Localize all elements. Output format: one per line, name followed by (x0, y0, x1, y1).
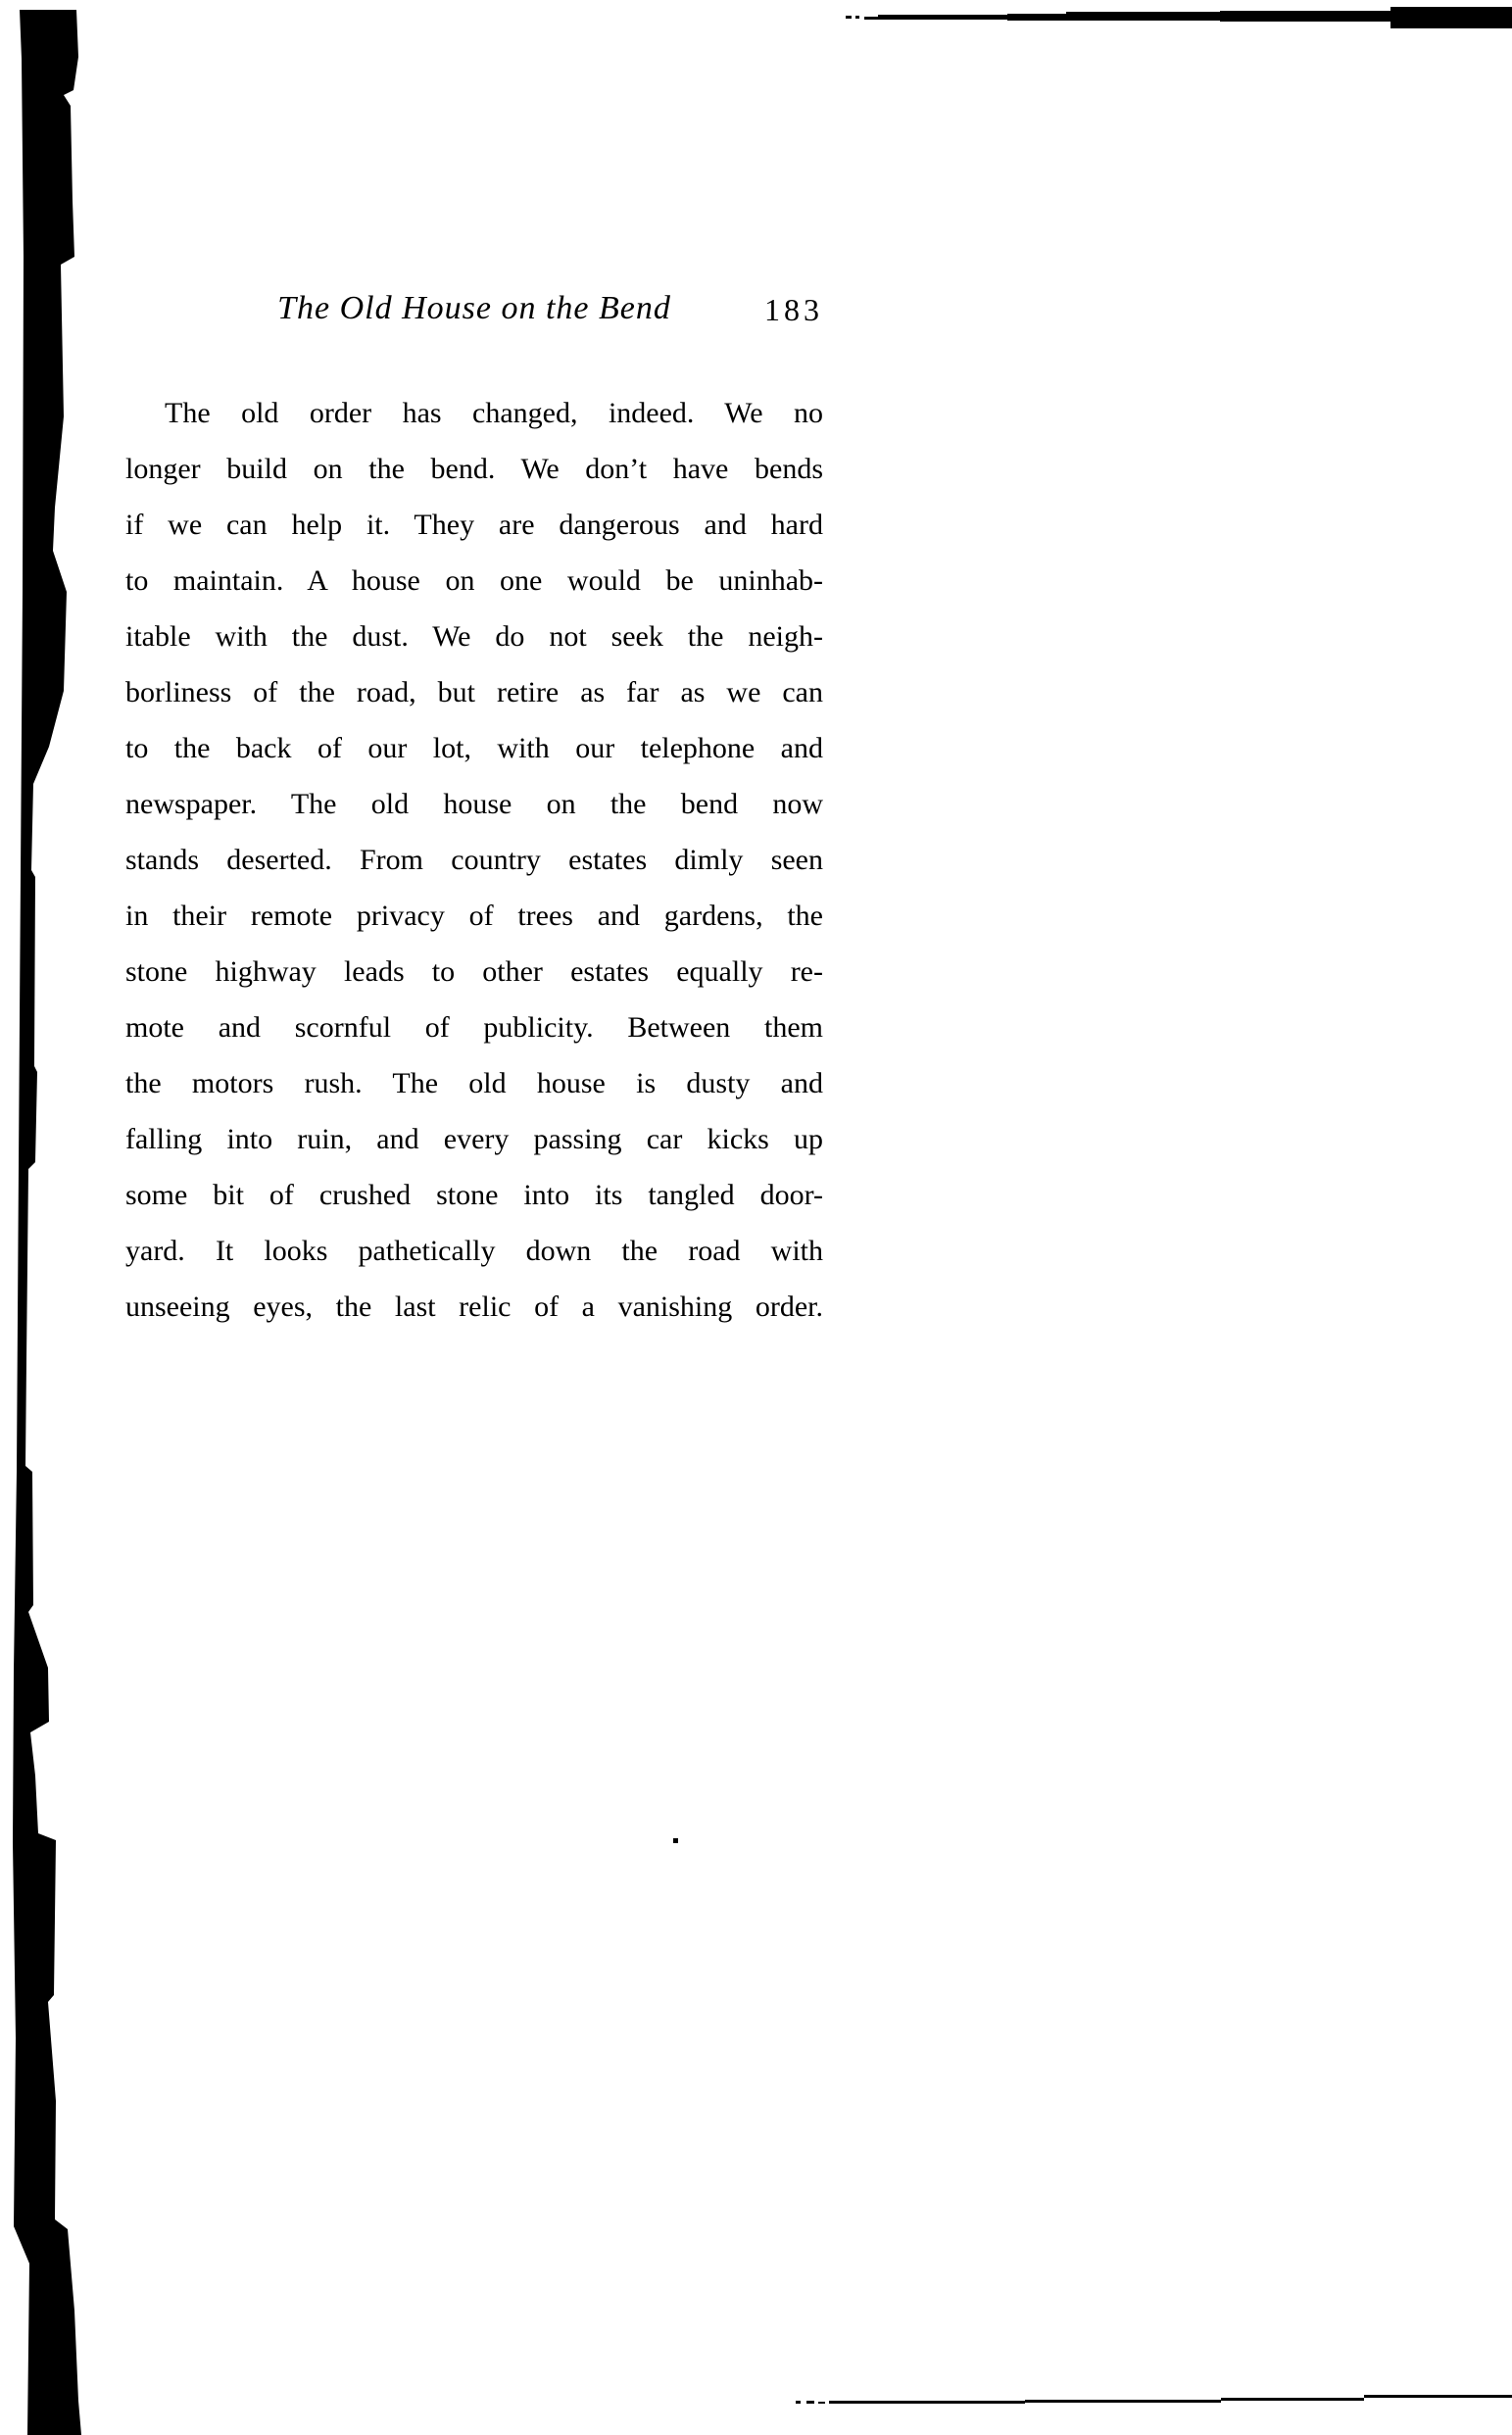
chapter-title: The Old House on the Bend (277, 290, 671, 326)
text-line: borliness of the road, but retire as far as we can (125, 676, 823, 708)
left-gutter-shadow-artifact (13, 10, 81, 2435)
bottom-rule-artifact (796, 2395, 1512, 2404)
text-line: to maintain. A house on one would be uninhab- (125, 564, 823, 597)
page-number: 183 (764, 292, 823, 327)
text-line: the motors rush. The old house is dusty and (125, 1067, 823, 1099)
text-line: to the back of our lot, with our telephone and (125, 732, 823, 764)
text-line: newspaper. The old house on the bend now (125, 788, 823, 820)
text-line: stone highway leads to other estates equally re- (125, 955, 823, 988)
text-line: stands deserted. From country estates dimly seen (125, 844, 823, 876)
text-line: if we can help it. They are dangerous and hard (125, 509, 823, 541)
running-header (125, 290, 823, 339)
text-line: in their remote privacy of trees and gardens, the (125, 900, 823, 932)
text-line: yard. It looks pathetically down the road with (125, 1235, 823, 1267)
body-text (125, 385, 823, 1335)
text-line: The old order has changed, indeed. We no (165, 397, 823, 429)
text-line: longer build on the bend. We don’t have bends (125, 453, 823, 485)
ink-speck-artifact (673, 1838, 678, 1843)
text-line: some bit of crushed stone into its tangled door- (125, 1179, 823, 1211)
text-line: unseeing eyes, the last relic of a vanishing order. (125, 1291, 823, 1323)
text-line: itable with the dust. We do not seek the neigh- (125, 620, 823, 653)
text-line: falling into ruin, and every passing car kicks up (125, 1123, 823, 1155)
text-line: mote and scornful of publicity. Between them (125, 1011, 823, 1044)
top-rule-artifact (846, 7, 1512, 28)
